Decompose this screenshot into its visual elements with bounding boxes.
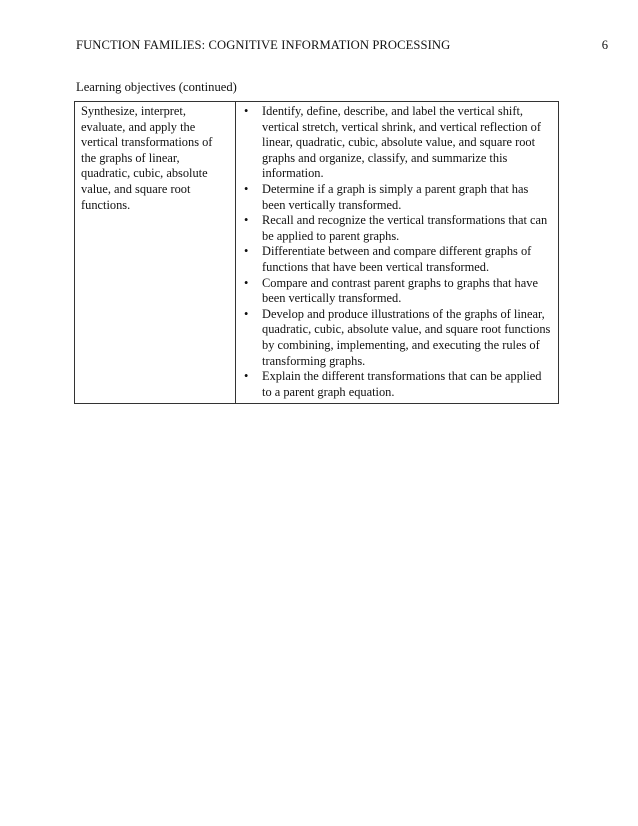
learning-objectives-table — [74, 101, 559, 404]
page-number: 6 — [601, 38, 608, 52]
objectives-cell — [236, 102, 559, 404]
objective-text: Develop and produce illustrations of the graphs of linear, quadratic, cubic, absolute value, and square root functions by combining, implementing, and executing the rules of transforming graphs. — [262, 306, 551, 368]
bullet-icon: • — [244, 104, 249, 118]
bullet-icon: • — [244, 181, 249, 196]
section-heading: Learning objectives (continued) — [76, 80, 237, 94]
running-head: FUNCTION FAMILIES: COGNITIVE INFORMATION PROCESSING — [76, 38, 451, 52]
objective-text: Explain the different transformations that can be applied to a parent graph equation. — [262, 369, 542, 399]
bullet-icon: • — [244, 306, 249, 321]
bullet-icon: • — [244, 369, 249, 384]
objective-text: Identify, define, describe, and label the vertical shift, vertical stretch, vertical shrink, and vertical reflection of linear, quadratic, cubic, absolute value, and square root graphs and organize, classify, and summarize this information. — [262, 104, 542, 181]
bullet-icon: • — [244, 244, 249, 259]
list-item — [242, 213, 553, 244]
objective-text: Recall and recognize the vertical transformations that can be applied to parent graphs. — [262, 213, 548, 243]
bullet-icon: • — [244, 275, 249, 290]
bullet-icon: • — [244, 213, 249, 228]
objective-text: Differentiate between and compare different graphs of functions that have been vertical transformed. — [262, 244, 532, 274]
objectives-list — [242, 104, 553, 400]
list-item — [242, 244, 553, 275]
table-row — [75, 102, 559, 404]
list-item — [242, 369, 553, 400]
list-item — [242, 104, 553, 182]
list-item — [242, 276, 553, 307]
objective-text: Compare and contrast parent graphs to graphs that have been vertically transformed. — [262, 275, 538, 306]
goal-cell: Synthesize, interpret, evaluate, and apply the vertical transformations of the graphs of linear, quadratic, cubic, absolute value, and square root functions. — [75, 102, 236, 404]
objective-text: Determine if a graph is simply a parent graph that has been vertically transformed. — [262, 181, 529, 212]
list-item — [242, 182, 553, 213]
list-item — [242, 307, 553, 369]
